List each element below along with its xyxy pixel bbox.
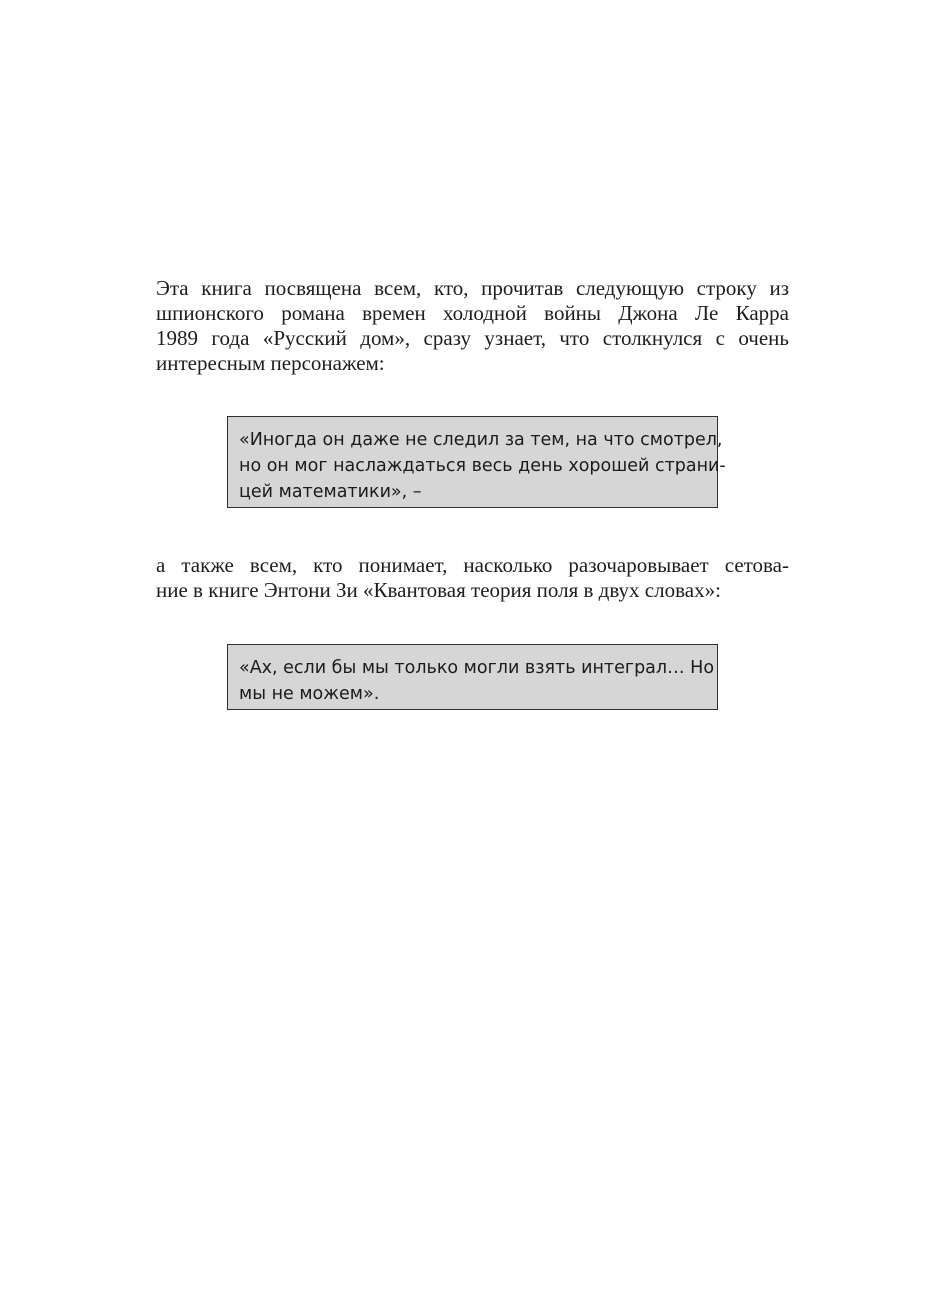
quote-line: но он мог наслаждаться весь день хорошей страни-	[239, 456, 726, 476]
paragraph-line: интересным персонажем:	[156, 351, 385, 375]
quote-line: цей математики», –	[239, 482, 422, 502]
paragraph-line: ние в книге Энтони Зи «Квантовая теория поля в двух словах»:	[156, 578, 721, 602]
dedication-paragraph-2	[156, 553, 789, 603]
paragraph-line: 1989 года «Русский дом», сразу узнает, что столкнулся с очень	[156, 326, 789, 350]
quote-line: мы не можем».	[239, 684, 380, 704]
quote-line: «Ах, если бы мы только могли взять интеграл… Но	[239, 658, 715, 678]
dedication-paragraph-1	[156, 276, 789, 376]
paragraph-line: шпионского романа времен холодной войны Джона Ле Карра	[156, 301, 789, 325]
quote-line: «Иногда он даже не следил за тем, на что смотрел,	[239, 430, 723, 450]
paragraph-line: а также всем, кто понимает, насколько разочаровывает сетова-	[156, 553, 789, 577]
quote-box-zee	[227, 644, 718, 710]
quote-box-le-carre	[227, 416, 726, 508]
paragraph-line: Эта книга посвящена всем, кто, прочитав следующую строку из	[156, 276, 789, 300]
